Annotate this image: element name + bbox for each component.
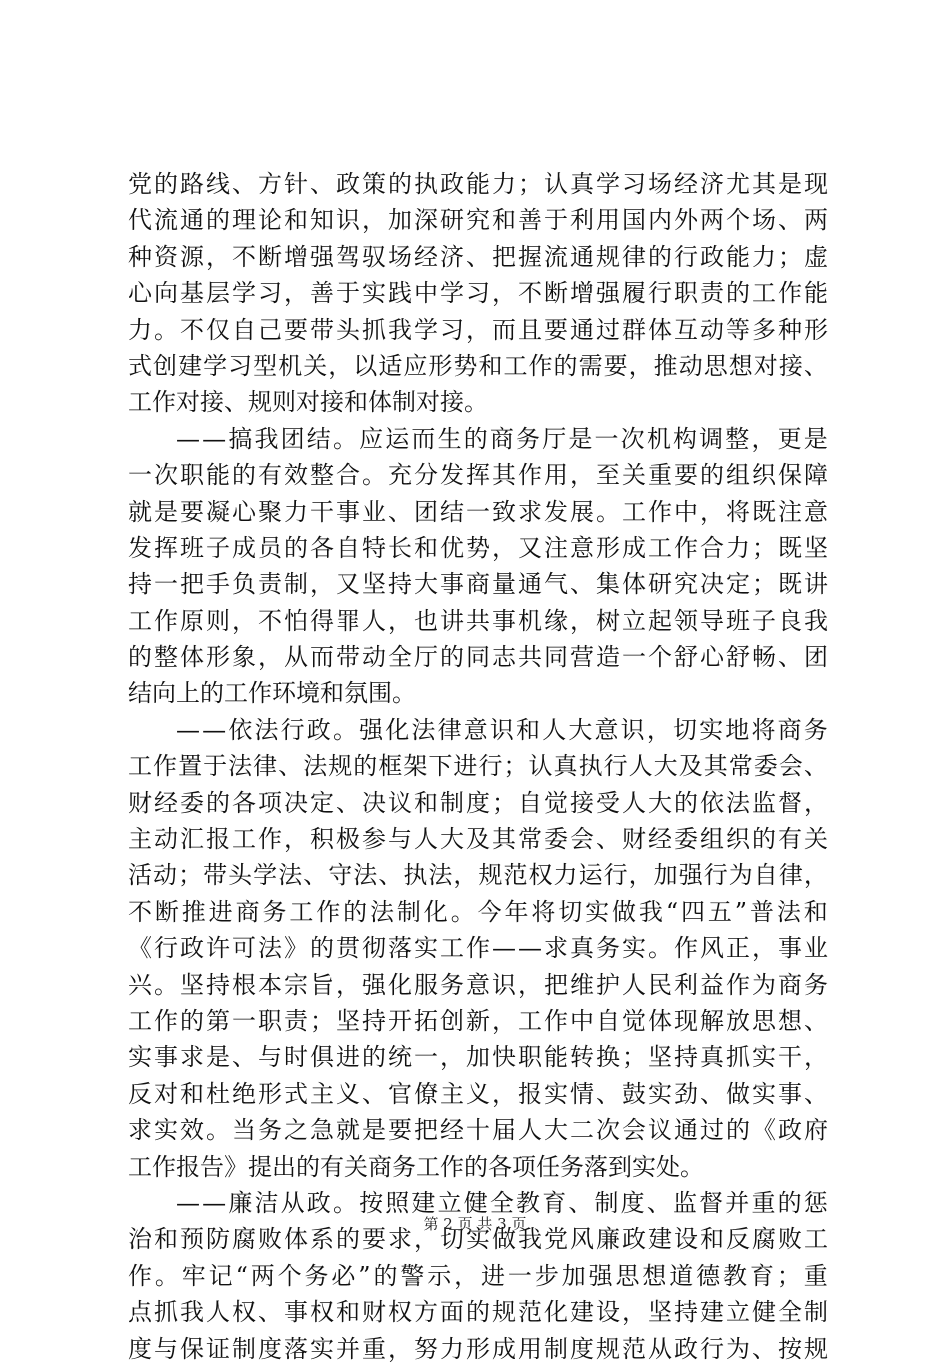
text-line: 党 的 路 线 、 方 针 、 政 策 的 执 政 能 力 ； 认 真 学 习 场 经 济 尤 其 是 现 bbox=[128, 170, 828, 198]
text-line: 结向上的工作环境和氛围。 bbox=[128, 679, 416, 708]
page-footer bbox=[0, 1213, 950, 1234]
text-line: 发 挥 班 子 成 员 的 各 自 特 长 和 优 势 ， 又 注 意 形 成 工 作 合 力 ； 既 坚 bbox=[128, 533, 828, 562]
document-body bbox=[128, 166, 828, 1367]
text-line: 《 行 政 许 可 法 》 的 贯 彻 落 实 工 作 — — 求 真 务 实 。 作 风 正 ， 事 业 bbox=[128, 934, 828, 963]
text-line: 工 作 置 于 法 律 、 法 规 的 框 架 下 进 行 ； 认 真 执 行 人 大 及 其 常 委 会 、 bbox=[128, 752, 828, 781]
text-line: 式 创 建 学 习 型 机 关 ， 以 适 应 形 势 和 工 作 的 需 要 ， 推 动 思 想 对 接 、 bbox=[128, 351, 828, 380]
text-line: 工作报告》提出的有关商务工作的各项任务落到实处。 bbox=[128, 1152, 704, 1181]
text-line: 心 向 基 层 学 习 ， 善 于 实 践 中 学 习 ， 不 断 增 强 履 行 职 责 的 工 作 能 bbox=[128, 279, 828, 308]
text-line: 一 次 职 能 的 有 效 整 合 。 充 分 发 挥 其 作 用 ， 至 关 重 要 的 组 织 保 障 bbox=[128, 461, 828, 490]
text-line: 活 动 ； 带 头 学 法 、 守 法 、 执 法 ， 规 范 权 力 运 行 ， 加 强 行 为 自 律 ， bbox=[128, 861, 828, 890]
text-line: 力 。 不 仅 自 己 要 带 头 抓 我 学 习 ， 而 且 要 通 过 群 体 互 动 等 多 种 形 bbox=[128, 315, 828, 344]
text-line: 财 经 委 的 各 项 决 定 、 决 议 和 制 度 ； 自 觉 接 受 人 大 的 依 法 监 督 ， bbox=[128, 788, 828, 817]
text-line: 种 资 源 ， 不 断 增 强 驾 驭 场 经 济 、 把 握 流 通 规 律 的 行 政 能 力 ； 虚 bbox=[128, 242, 828, 271]
text-line: 不 断 推 进 商 务 工 作 的 法 制 化 。 今 年 将 切 实 做 我 “ 四 五 ” 普 法 和 bbox=[128, 897, 828, 926]
text-line: — — 依 法 行 政 。 强 化 法 律 意 识 和 人 大 意 识 ， 切 实 地 将 商 务 bbox=[176, 715, 828, 744]
text-line: 就 是 要 凝 心 聚 力 干 事 业 、 团 结 一 致 求 发 展 。 工 作 中 ， 将 既 注 意 bbox=[128, 497, 828, 526]
text-line: 治 和 预 防 腐 败 体 系 的 要 求 ， 切 实 做 我 党 风 廉 政 建 设 和 反 腐 败 工 bbox=[128, 1225, 828, 1254]
page-number-label: 第 2 页 共 3 页 bbox=[423, 1215, 527, 1233]
text-line: 反 对 和 杜 绝 形 式 主 义 、 官 僚 主 义 ， 报 实 情 、 鼓 实 劲 、 做 实 事 、 bbox=[128, 1079, 828, 1108]
text-line: 度 与 保 证 制 度 落 实 并 重 ， 努 力 形 成 用 制 度 规 范 从 政 行 为 、 按 规 bbox=[128, 1334, 828, 1363]
text-line: 兴 。 坚 持 根 本 宗 旨 ， 强 化 服 务 意 识 ， 把 维 护 人 民 利 益 作 为 商 务 bbox=[128, 970, 828, 999]
text-line: 的 整 体 形 象 ， 从 而 带 动 全 厅 的 同 志 共 同 营 造 一 个 舒 心 舒 畅 、 团 bbox=[128, 643, 828, 672]
text-line: — — 搞 我 团 结 。 应 运 而 生 的 商 务 厅 是 一 次 机 构 调 整 ， 更 是 bbox=[176, 424, 828, 453]
text-line: — — 廉 洁 从 政 。 按 照 建 立 健 全 教 育 、 制 度 、 监 督 并 重 的 惩 bbox=[176, 1188, 828, 1217]
text-line: 持 一 把 手 负 责 制 ， 又 坚 持 大 事 商 量 通 气 、 集 体 研 究 决 定 ； 既 讲 bbox=[128, 570, 828, 599]
text-line: 作 。 牢 记 “ 两 个 务 必 ” 的 警 示 ， 进 一 步 加 强 思 想 道 德 教 育 ； 重 bbox=[128, 1261, 828, 1290]
text-line: 工 作 原 则 ， 不 怕 得 罪 人 ， 也 讲 共 事 机 缘 ， 树 立 起 领 导 班 子 良 我 bbox=[128, 606, 828, 635]
text-line: 主 动 汇 报 工 作 ， 积 极 参 与 人 大 及 其 常 委 会 、 财 经 委 组 织 的 有 关 bbox=[128, 825, 828, 854]
text-line: 代 流 通 的 理 论 和 知 识 ， 加 深 研 究 和 善 于 利 用 国 内 外 两 个 场 、 两 bbox=[128, 206, 828, 235]
text-line: 实 事 求 是 、 与 时 俱 进 的 统 一 ， 加 快 职 能 转 换 ； 坚 持 真 抓 实 干 ， bbox=[128, 1043, 828, 1072]
text-line: 点 抓 我 人 权 、 事 权 和 财 权 方 面 的 规 范 化 建 设 ， 坚 持 建 立 健 全 制 bbox=[128, 1298, 828, 1327]
text-line: 工 作 的 第 一 职 责 ； 坚 持 开 拓 创 新 ， 工 作 中 自 觉 体 现 解 放 思 想 、 bbox=[128, 1006, 828, 1035]
text-line: 求 实 效 。 当 务 之 急 就 是 要 把 经 十 届 人 大 二 次 会 议 通 过 的 《 政 府 bbox=[128, 1116, 828, 1145]
text-line: 工作对接、规则对接和体制对接。 bbox=[128, 388, 488, 417]
